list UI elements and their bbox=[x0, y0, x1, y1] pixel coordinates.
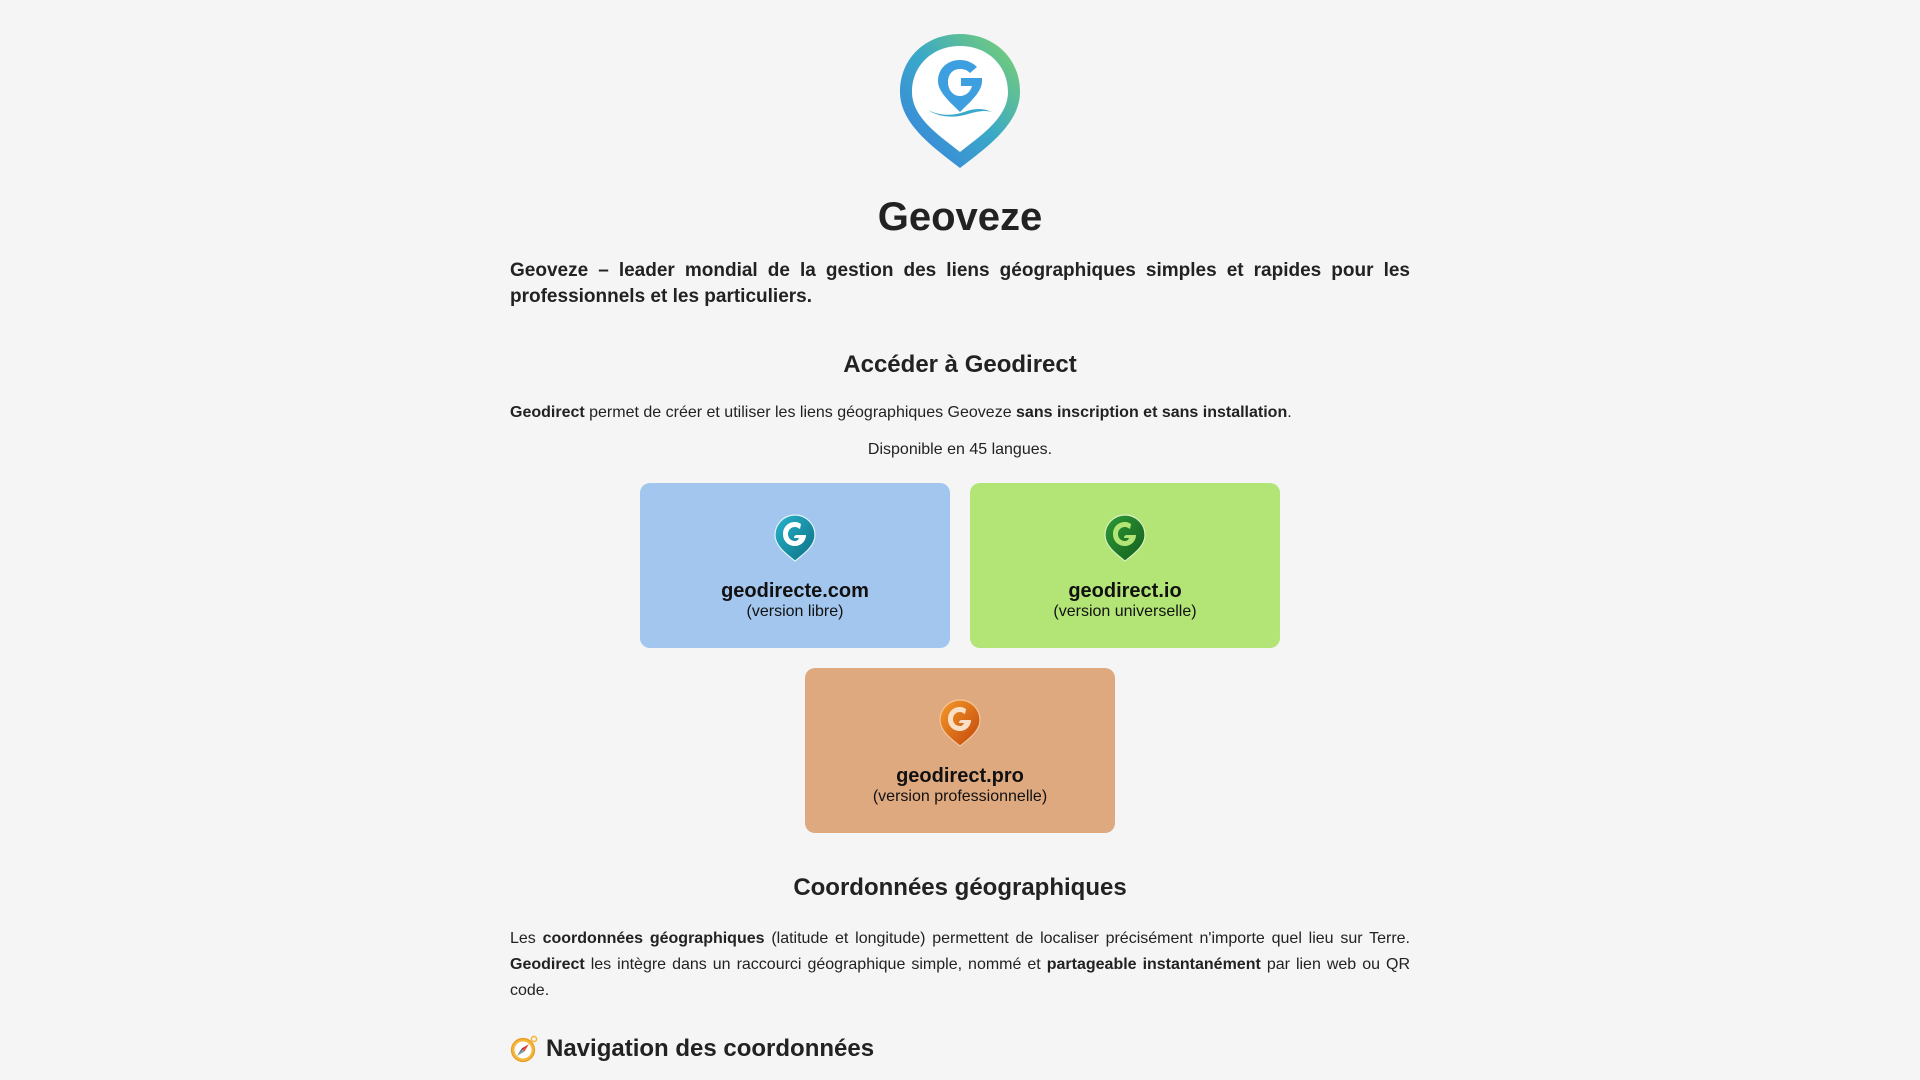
text-segment: Les bbox=[510, 930, 543, 947]
bold-geodirect: Geodirect bbox=[510, 956, 585, 973]
geoveze-pin-logo-icon bbox=[898, 32, 1022, 170]
languages-available: Disponible en 45 langues. bbox=[867, 441, 1053, 458]
site-title: Geoveze bbox=[877, 195, 1043, 239]
navigation-heading-text: Navigation des coordonnées bbox=[546, 1035, 875, 1062]
tagline: Geoveze – leader mondial de la gestion des liens géographiques simples et rapides pour les professionnels et les particuliers. bbox=[510, 260, 1410, 307]
intro-bold-no-signup: sans inscription et sans installation bbox=[1016, 404, 1288, 421]
intro-text: permet de créer et utiliser les liens géographiques Geoveze bbox=[584, 404, 1017, 421]
card-title: geodirecte.com bbox=[721, 580, 869, 602]
intro-period: . bbox=[1287, 404, 1292, 421]
card-title: geodirect.io bbox=[1068, 580, 1182, 602]
access-intro bbox=[510, 400, 1410, 426]
coordinates-paragraph bbox=[510, 926, 1410, 1004]
access-heading: Accéder à Geodirect bbox=[843, 351, 1077, 378]
geodirect-teal-pin-icon bbox=[774, 514, 816, 562]
card-subtitle: (version professionnelle) bbox=[872, 788, 1048, 805]
navigation-heading bbox=[510, 1034, 1410, 1064]
text-segment: par lien web ou QR code. bbox=[510, 956, 1411, 999]
card-geodirecte-com[interactable] bbox=[640, 483, 950, 648]
intro-bold-geodirect: Geodirect bbox=[510, 404, 585, 421]
card-subtitle: (version libre) bbox=[746, 603, 844, 620]
card-geodirect-pro[interactable] bbox=[805, 668, 1115, 833]
geodirect-cards bbox=[630, 483, 1290, 833]
geodirect-green-pin-icon bbox=[1104, 514, 1146, 562]
text-segment: les intègre dans un raccourci géographique simple, nommé et bbox=[584, 956, 1047, 973]
card-subtitle: (version universelle) bbox=[1053, 603, 1197, 620]
coordinates-heading: Coordonnées géographiques bbox=[793, 874, 1127, 901]
compass-icon bbox=[510, 1035, 538, 1063]
bold-coordinates: coordonnées géographiques bbox=[542, 930, 765, 947]
page-container bbox=[510, 0, 1410, 1064]
geodirect-orange-pin-icon bbox=[939, 699, 981, 747]
logo bbox=[510, 32, 1410, 170]
bold-shareable: partageable instantanément bbox=[1046, 956, 1261, 973]
card-geodirect-io[interactable] bbox=[970, 483, 1280, 648]
text-segment: (latitude et longitude) permettent de localiser précisément n'importe quel lieu sur Terre. bbox=[764, 930, 1410, 947]
card-title: geodirect.pro bbox=[896, 765, 1024, 787]
